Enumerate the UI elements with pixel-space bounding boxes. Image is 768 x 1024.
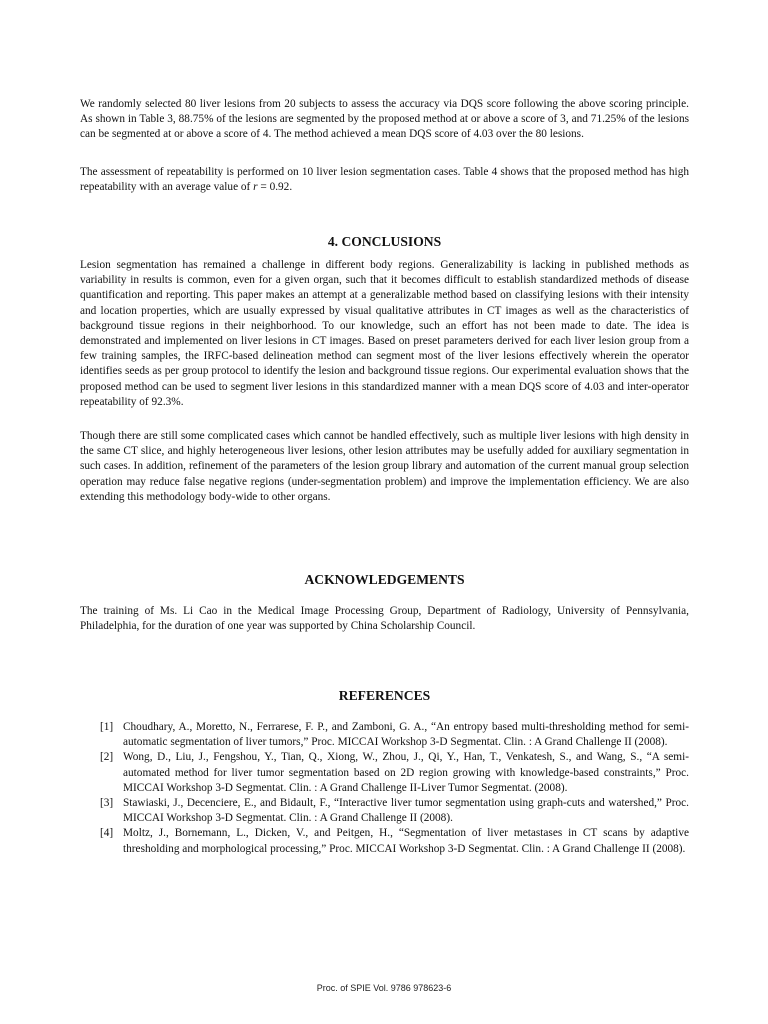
results-paragraph-repeatability xyxy=(80,165,689,195)
repeatability-text-before: The assessment of repeatability is performed on 10 liver lesion segmentation cases. Table 4 shows that the proposed method has high repeatability with an average value of xyxy=(80,166,689,194)
acknowledgements-body xyxy=(80,604,689,634)
reference-text: Wong, D., Liu, J., Fengshou, Y., Tian, Q., Xiong, W., Zhou, J., Qi, Y., Han, T., Venkatesh, S., and Wang, S., “A semi-automated method for liver tumor segmentation based on 2D region growing with knowledge-based constraints,” Proc. MICCAI Workshop 3-D Segmentat. Clin. : A Grand Challenge II-Liver Tumor Segmentat. (2008). xyxy=(123,751,689,794)
reference-number: [3] xyxy=(100,797,114,810)
reference-list xyxy=(80,720,689,857)
acknowledgements-heading: ACKNOWLEDGEMENTS xyxy=(304,572,465,587)
conclusions-body-2 xyxy=(80,429,689,505)
conclusions-heading: 4. CONCLUSIONS xyxy=(327,234,442,249)
reference-text: Moltz, J., Bornemann, L., Dicken, V., and Peitgen, H., “Segmentation of liver metastases in CT scans by adaptive thresholding and morphological processing,” Proc. MICCAI Workshop 3-D Segmentat. Clin. : A Grand Challenge II (2008). xyxy=(123,827,689,855)
references-heading: REFERENCES xyxy=(338,688,431,703)
repeatability-variable: r xyxy=(253,181,258,194)
reference-text: Choudhary, A., Moretto, N., Ferrarese, F. P., and Zamboni, G. A., “An entropy based multi-thresholding method for semi-automatic segmentation of liver tumors,” Proc. MICCAI Workshop 3-D Segmentat. Clin. : A Grand Challenge II (2008). xyxy=(123,721,689,749)
reference-number: [2] xyxy=(100,751,114,764)
repeatability-text-after: = 0.92. xyxy=(257,181,293,194)
conclusions-paragraph: Though there are still some complicated cases which cannot be handled effectively, such as multiple liver lesions with high density in the same CT slice, and highly heterogeneous liver lesions, other lesion attributes may be usefully added for auxiliary segmentation in such cases. In addition, refinement of the parameters of the lesion group library and automation of the current manual group selection operation may reduce false negative regions (under-segmentation problem) and improve the implementation efficiency. We are also extending this methodology body-wide to other organs. xyxy=(80,430,689,503)
results-paragraph-dqs: We randomly selected 80 liver lesions from 20 subjects to assess the accuracy via DQS score following the above scoring principle. As shown in Table 3, 88.75% of the lesions are segmented by the proposed method at or above a score of 3, and 71.25% of the lesions can be segmented at or above a score of 4. The method achieved a mean DQS score of 4.03 over the 80 lesions. xyxy=(80,98,689,141)
reference-number: [4] xyxy=(100,827,114,840)
reference-item xyxy=(80,750,689,796)
results-block xyxy=(80,97,689,143)
reference-number: [1] xyxy=(100,721,114,733)
page-footer: Proc. of SPIE Vol. 9786 978623-6 xyxy=(316,983,452,993)
reference-item xyxy=(80,796,689,826)
reference-item xyxy=(80,826,689,856)
conclusions-paragraph: Lesion segmentation has remained a challenge in different body regions. Generalizability is lacking in published methods as variability in results is common, even for a given organ, such that it becomes difficult to establish standardized methods of disease quantification and reporting. This paper makes an attempt at a generalizable method based on classifying lesions with their intensity and location properties, which are usually expressed by visual qualitative attributes in CT images as well as the characteristics of background tissue regions in their neighborhood. To our knowledge, such an effort has not been made to date. The idea is demonstrated and implemented on liver lesions in CT images. Based on preset parameters derived for each liver lesion group from a few training samples, the IRFC-based delineation method can segment most of the liver lesions effectively wherein the operator identifies seeds as per group protocol to identify the lesion and background tissue regions. Our experimental evaluation shows that the proposed method can be used to segment liver lesions in this standardized manner with a mean DQS score of 4.03 and inter-operator repeatability of 92.3%. xyxy=(80,259,689,408)
acknowledgements-paragraph: The training of Ms. Li Cao in the Medical Image Processing Group, Department of Radiology, University of Pennsylvania, Philadelphia, for the duration of one year was supported by China Scholarship Council. xyxy=(80,605,689,633)
reference-text: Stawiaski, J., Decenciere, E., and Bidault, F., “Interactive liver tumor segmentation using graph-cuts and watershed,” Proc. MICCAI Workshop 3-D Segmentat. Clin. : A Grand Challenge II (2008). xyxy=(123,797,689,825)
repeatability-block xyxy=(80,165,689,195)
reference-item xyxy=(80,720,689,750)
conclusions-body xyxy=(80,258,689,410)
